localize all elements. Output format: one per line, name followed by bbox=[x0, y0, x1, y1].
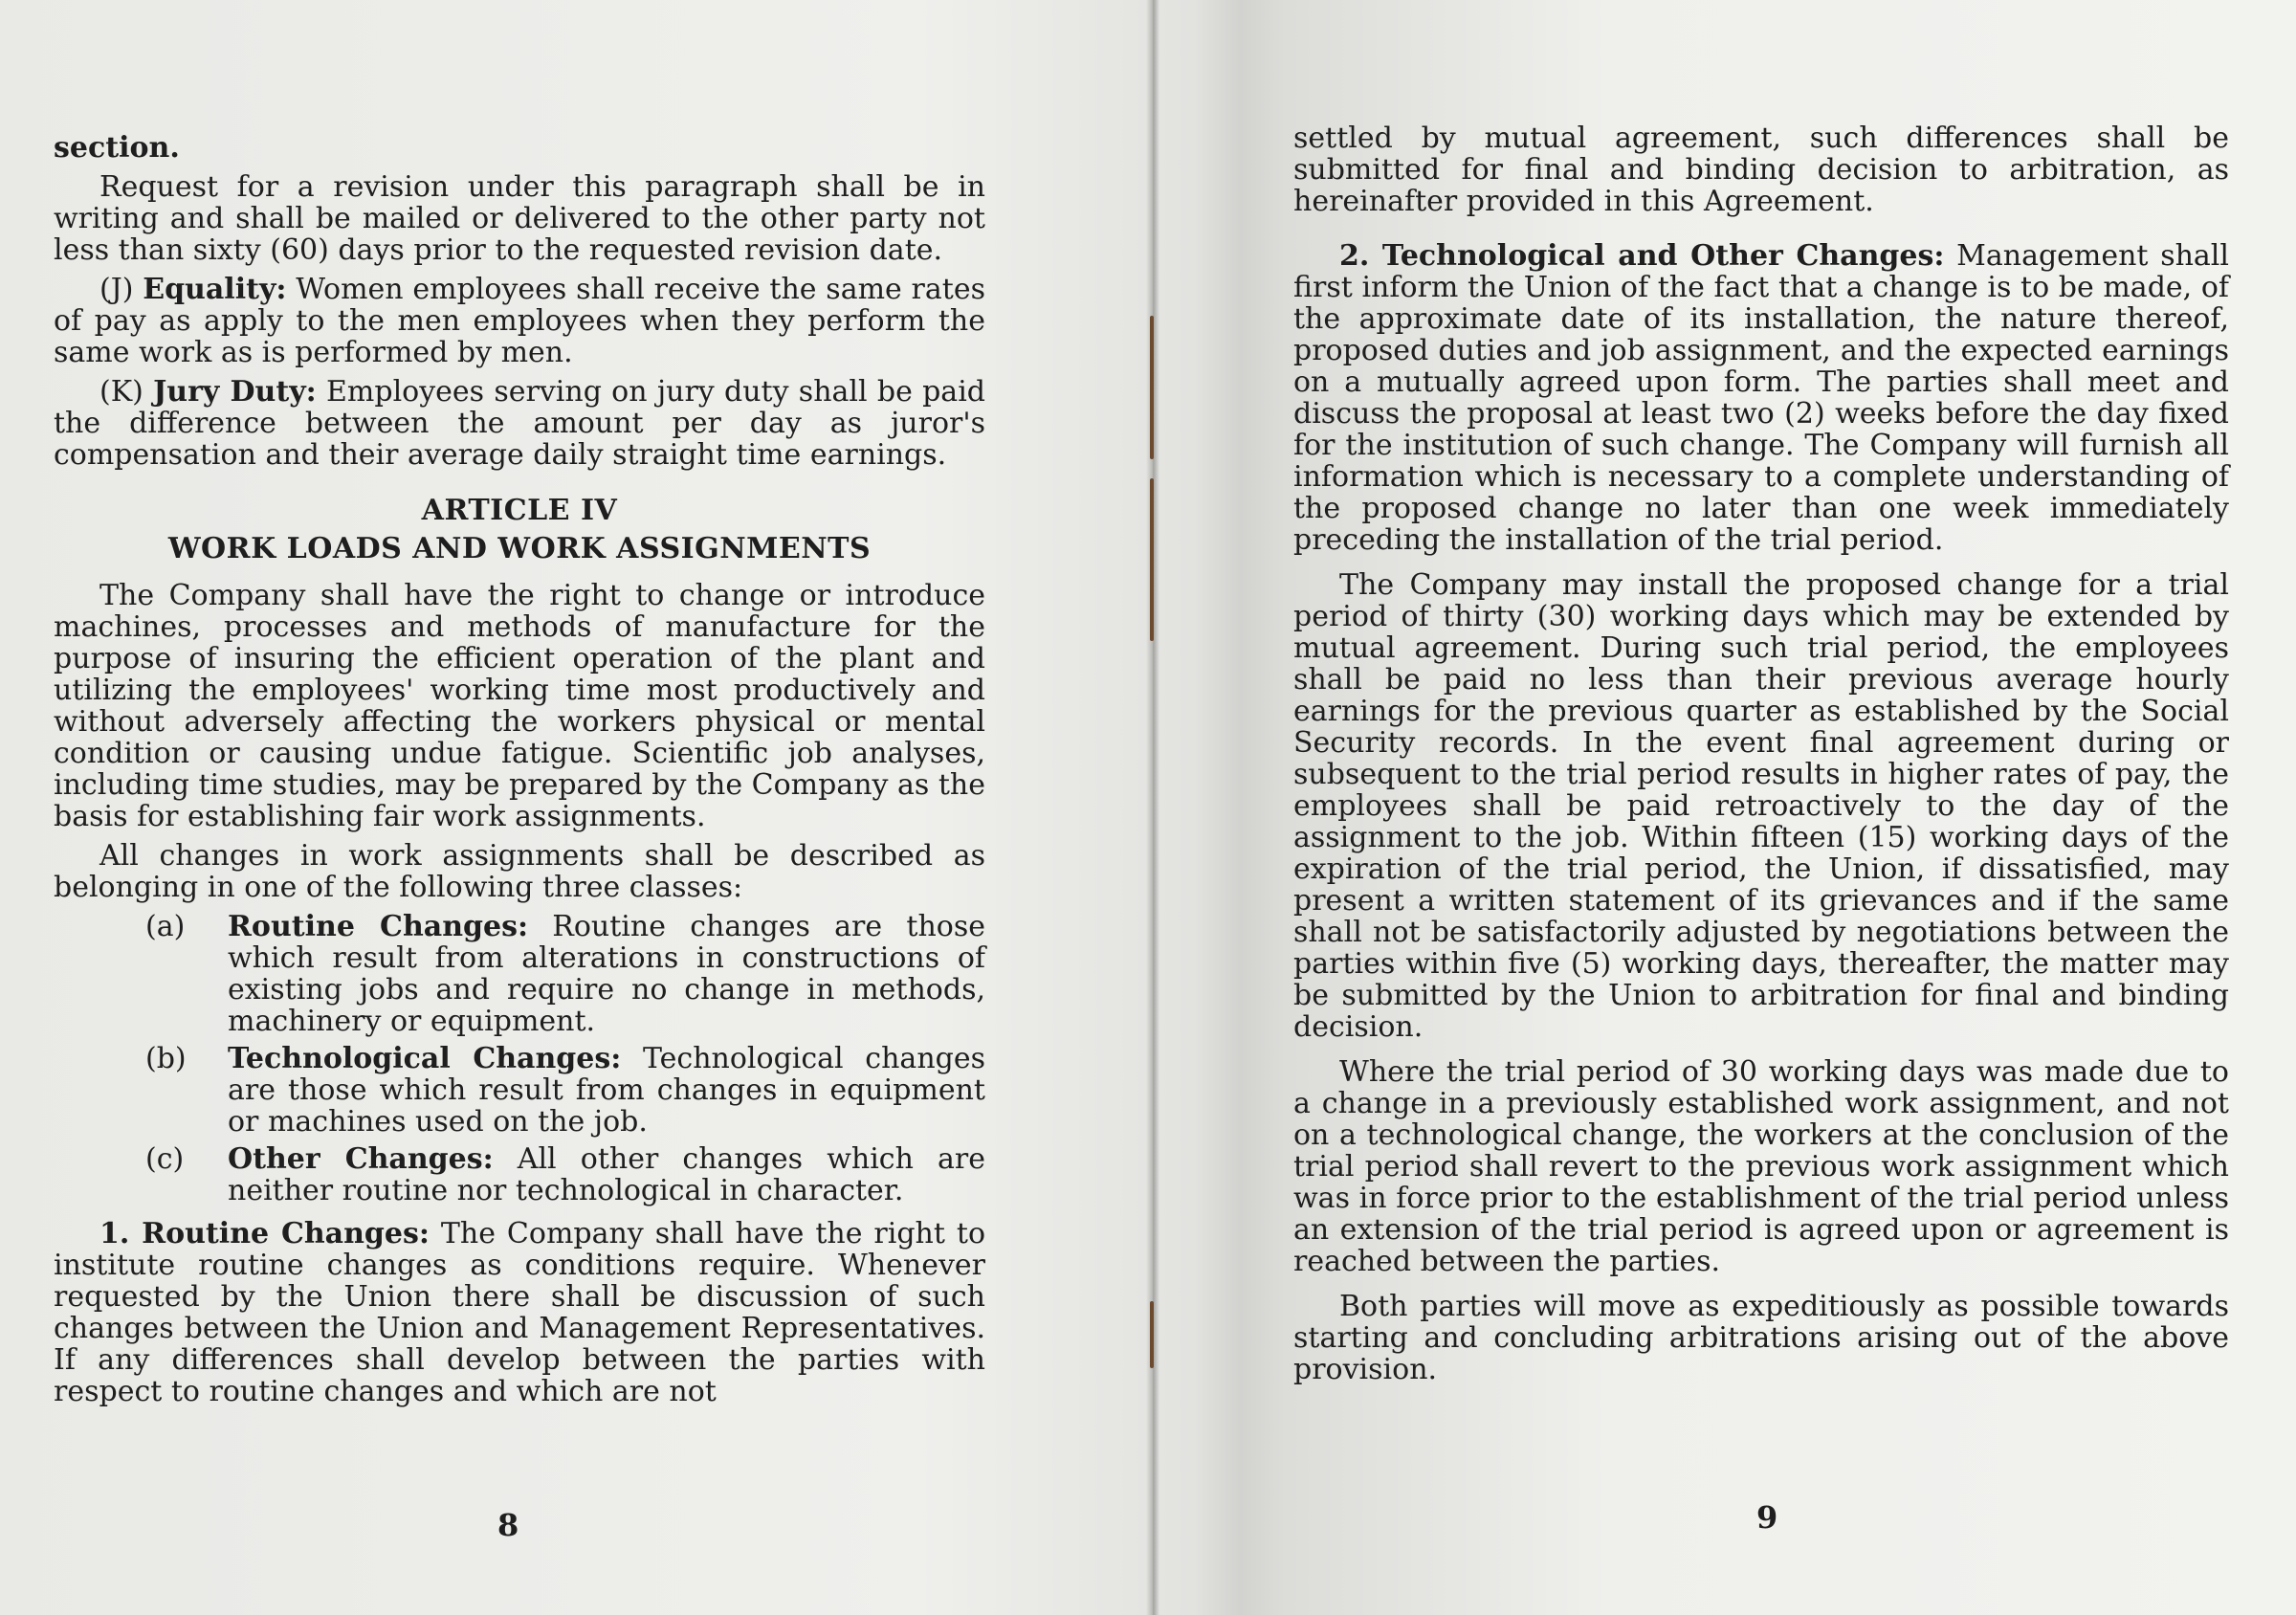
routine-changes-paragraph bbox=[54, 1218, 985, 1407]
jury-duty-title: Jury Duty: bbox=[153, 375, 317, 409]
continuation-paragraph: settled by mutual agreement, such differences shall be submitted for final and binding decision to arbitration, as hereinafter provided in this Agreement. bbox=[1293, 122, 2229, 218]
technological-changes-title: 2. Technological and Other Changes: bbox=[1339, 239, 1945, 273]
binding-staple-bottom bbox=[1150, 1301, 1154, 1368]
jury-duty-paragraph bbox=[54, 376, 985, 471]
class-item-label: (c) bbox=[145, 1142, 185, 1176]
class-item-a bbox=[54, 911, 985, 1037]
class-item-title: Technological Changes: bbox=[228, 1042, 622, 1075]
class-item-content bbox=[228, 911, 985, 1037]
company-right-paragraph: The Company shall have the right to change or introduce machines, processes and methods of manufacture for the purpose of insuring the efficient operation of the plant and utilizing the employees' working time most productively and without adversely affecting the workers physical or mental condition or causing undue fatigue. Scientific job analyses, including time studies, may be prepared by the Company as the basis for establishing fair work assignments. bbox=[54, 579, 985, 833]
class-item-content bbox=[228, 1043, 985, 1138]
page-number-left: 8 bbox=[497, 1507, 519, 1543]
class-item-label: (a) bbox=[145, 910, 186, 943]
book-gutter bbox=[1146, 0, 1159, 1615]
class-item-title: Routine Changes: bbox=[228, 910, 529, 943]
equality-title: Equality: bbox=[143, 273, 287, 306]
left-page bbox=[0, 0, 1146, 1615]
class-item-content bbox=[228, 1143, 985, 1206]
classes-intro-paragraph: All changes in work assignments shall be described as belonging in one of the following three classes: bbox=[54, 839, 985, 904]
technological-changes-text: Management shall first inform the Union of the fact that a change is to be made, of the approximate date of its installation, the nature thereof, proposed duties and job assignment, and the expected earnings on a mutually agreed upon form. The parties shall meet and discuss the proposal at least two (2) weeks before the day fixed for the institution of such change. The Company will furnish all information which is necessary to a complete understanding of the proposed change no later than one week immediately preceding the installation of the trial period. bbox=[1293, 239, 2229, 557]
class-item-text: All other changes which are neither routine nor technological in character. bbox=[228, 1142, 985, 1207]
trial-period-paragraph: The Company may install the proposed change for a trial period of thirty (30) working days which may be extended by mutual agreement. During such trial period, the employees shall be paid no less than their previous average hourly earnings for the previous quarter as established by the Social Security records. In the event final agreement during or subsequent to the trial period results in higher rates of pay, the employees shall be paid retroactively to the day of the assignment to the job. Within fifteen (15) working days of the expiration of the trial period, the Union, if dissatisfied, may present a written statement of its grievances and if the same shall not be satisfactorily adjusted by negotiations between the parties within five (5) working days, thereafter, the matter may be submitted by the Union to arbitration for final and binding decision. bbox=[1293, 568, 2229, 1044]
left-page-body bbox=[54, 132, 985, 1415]
jury-duty-text: Employees serving on jury duty shall be paid the difference between the amount per day as juror's compensation and their average daily straight time earnings. bbox=[54, 375, 985, 472]
class-item-text: Routine changes are those which result from alterations in constructions of existing jobs and require no change in methods, machinery or equipment. bbox=[228, 910, 985, 1038]
technological-changes-paragraph bbox=[1293, 240, 2229, 556]
revision-paragraph: Request for a revision under this paragraph shall be in writing and shall be mailed or delivered to the other party not less than sixty (60) days prior to the requested revision date. bbox=[54, 170, 985, 267]
equality-text: Women employees shall receive the same rates of pay as apply to the men employees when they perform the same work as is performed by men. bbox=[54, 273, 985, 369]
binding-staple-top bbox=[1150, 316, 1154, 459]
routine-changes-title: 1. Routine Changes: bbox=[99, 1217, 430, 1250]
class-item-b bbox=[54, 1043, 985, 1138]
class-item-text: Technological changes are those which result from changes in equipment or machines used on the job. bbox=[228, 1042, 985, 1139]
revert-paragraph: Where the trial period of 30 working days was made due to a change in a previously established work assignment, and not on a technological change, the workers at the conclusion of the trial period shall revert to the previous work assignment which was in force prior to the establishment of the trial period unless an extension of the trial period is agreed upon or agreement is reached between the parties. bbox=[1293, 1055, 2229, 1278]
right-page bbox=[1159, 0, 2296, 1615]
article-number: ARTICLE IV bbox=[421, 494, 618, 527]
right-page-body bbox=[1293, 122, 2229, 1393]
continuation-text: section. bbox=[54, 131, 180, 165]
expedite-paragraph: Both parties will move as expeditiously as possible towards starting and concluding arbitrations arising out of the above provision. bbox=[1293, 1290, 2229, 1386]
equality-paragraph bbox=[54, 274, 985, 368]
page-number-right: 9 bbox=[1756, 1499, 1778, 1536]
equality-marker: (J) bbox=[99, 273, 134, 306]
class-item-label: (b) bbox=[145, 1042, 187, 1075]
jury-duty-marker: (K) bbox=[99, 375, 144, 409]
binding-staple-middle bbox=[1150, 478, 1154, 641]
class-item-title: Other Changes: bbox=[228, 1142, 494, 1176]
class-item-c bbox=[54, 1143, 985, 1206]
article-heading bbox=[54, 492, 985, 568]
article-title: WORK LOADS AND WORK ASSIGNMENTS bbox=[167, 532, 872, 565]
routine-changes-text: The Company shall have the right to institute routine changes as conditions require. Whenever requested by the Union there shall be discussion of such changes between the Union and Management Representatives. If any differences shall develop between the parties with respect to routine changes and which are not bbox=[54, 1217, 986, 1408]
